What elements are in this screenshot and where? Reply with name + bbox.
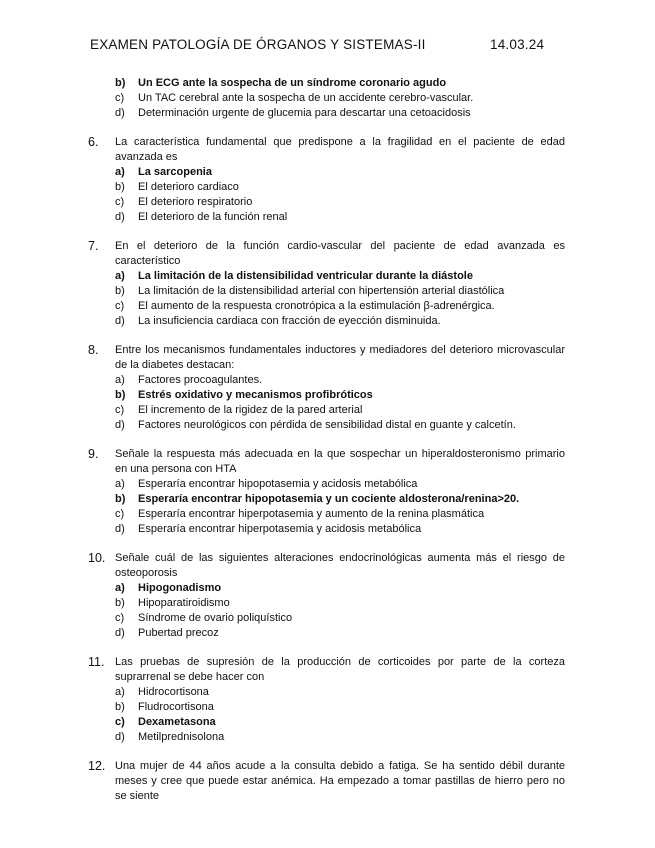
option-letter: b) [115,389,126,401]
option-text: Fludrocortisona [138,701,214,713]
option-text: Pubertad precoz [138,627,219,639]
answer-option-correct [88,269,565,284]
option-text: Hipogonadismo [138,582,222,594]
option-letter: b) [115,701,125,713]
option-text: Esperaría encontrar hipopotasemia y un cociente aldosterona/renina>20. [138,493,520,505]
option-text: El aumento de la respuesta cronotrópica a la estimulación β-adrenérgica. [138,300,495,312]
exam-title: EXAMEN PATOLOGÍA DE ÓRGANOS Y SISTEMAS-II [90,37,426,52]
answer-option [88,210,565,225]
question-text: Señale la respuesta más adecuada en la que sospechar un hiperaldosteronismo primario en una persona con HTA [115,448,565,475]
page-header [90,37,565,55]
question-text: Una mujer de 44 años acude a la consulta debido a fatiga. Se ha sentido débil durante meses y cree que puede estar anémica. Ha empezado a tomar pastillas de hierro pero no se siente [115,760,565,802]
option-letter: b) [115,493,126,505]
answer-option-correct [88,388,565,403]
question-item [88,135,565,225]
option-letter: a) [115,582,125,594]
question-item [88,551,565,641]
answer-option [88,403,565,418]
option-text: Esperaría encontrar hiperpotasemia y aumento de la renina plasmática [138,508,485,520]
option-letter: d) [115,211,125,223]
option-letter: d) [115,419,125,431]
question-stem [88,655,565,685]
option-letter: d) [115,731,125,743]
option-text: El deterioro de la función renal [138,211,288,223]
answer-option [88,596,565,611]
answer-option [88,611,565,626]
answer-option [88,299,565,314]
option-letter: d) [115,627,125,639]
answer-option-correct [88,581,565,596]
questions [88,135,565,802]
question-item [88,343,565,433]
answer-option [88,730,565,745]
option-text: Factores neurológicos con pérdida de sensibilidad distal en guante y calcetín. [138,419,516,431]
option-text: El deterioro respiratorio [138,196,253,208]
option-text: Hipoparatiroidismo [138,597,230,609]
question-number: 9. [88,447,99,461]
answer-option-correct [88,165,565,180]
answer-option [88,700,565,715]
option-letter: b) [115,597,125,609]
question-stem [88,135,565,165]
option-text: Dexametasona [138,716,216,728]
option-text: Determinación urgente de glucemia para descartar una cetoacidosis [138,107,471,119]
question-stem [88,239,565,269]
option-letter: c) [115,716,125,728]
answer-option-correct [88,492,565,507]
option-letter: c) [115,404,125,416]
question-text: Señale cuál de las siguientes alteraciones endocrinológicas aumenta más el riesgo de osteoporosis [115,552,565,579]
answer-option [88,507,565,522]
option-letter: a) [115,166,125,178]
question-item [88,447,565,537]
answer-option [88,180,565,195]
answer-option-correct [88,76,565,91]
option-text: Un ECG ante la sospecha de un síndrome coronario agudo [138,77,447,89]
question-stem [88,447,565,477]
answer-option [88,477,565,492]
option-text: Esperaría encontrar hiperpotasemia y acidosis metabólica [138,523,422,535]
option-text: Un TAC cerebral ante la sospecha de un accidente cerebro-vascular. [138,92,474,104]
option-letter: a) [115,374,125,386]
option-letter: a) [115,686,125,698]
answer-option [88,685,565,700]
question-number: 6. [88,135,99,149]
option-letter: b) [115,77,126,89]
question-number: 11. [88,655,105,669]
question-text: La característica fundamental que predispone a la fragilidad en el paciente de edad avanzada es [115,136,565,163]
option-text: Síndrome de ovario poliquístico [138,612,293,624]
answer-option [88,195,565,210]
answer-option [88,106,565,121]
question-number: 10. [88,551,106,565]
question-item [88,759,565,802]
option-letter: d) [115,523,125,535]
option-letter: c) [115,92,125,104]
question-stem [88,343,565,373]
question-list [88,76,565,803]
option-letter: a) [115,270,125,282]
option-text: La limitación de la distensibilidad arterial con hipertensión arterial diastólica [138,285,505,297]
option-letter: b) [115,181,125,193]
question-text: Entre los mecanismos fundamentales inductores y mediadores del deterioro microvascular de la diabetes destacan: [115,344,565,371]
question-text: Las pruebas de supresión de la producción de corticoides por parte de la corteza suprarrenal se debe hacer con [115,656,565,683]
answer-option [88,626,565,641]
question-item [88,239,565,329]
option-text: El deterioro cardiaco [138,181,239,193]
question-text: En el deterioro de la función cardio-vascular del paciente de edad avanzada es característico [115,240,565,267]
question-number: 8. [88,343,99,357]
answer-option [88,314,565,329]
question-item [88,655,565,745]
answer-option [88,91,565,106]
option-letter: a) [115,478,125,490]
option-letter: c) [115,300,125,312]
carried-over-options [88,76,565,121]
answer-option [88,373,565,388]
option-text: La insuficiencia cardiaca con fracción de eyección disminuida. [138,315,441,327]
option-text: La limitación de la distensibilidad ventricular durante la diástole [138,270,473,282]
option-text: Hidrocortisona [138,686,209,698]
option-text: Metilprednisolona [138,731,225,743]
option-letter: d) [115,107,125,119]
question-stem [88,551,565,581]
answer-option [88,418,565,433]
option-letter: d) [115,315,125,327]
option-text: Estrés oxidativo y mecanismos profibróticos [138,389,373,401]
option-text: La sarcopenia [138,166,212,178]
exam-date: 14.03.24 [490,37,545,52]
question-number: 7. [88,239,99,253]
option-text: Esperaría encontrar hipopotasemia y acidosis metabólica [138,478,418,490]
option-text: Factores procoagulantes. [138,374,263,386]
option-letter: c) [115,508,125,520]
answer-option-correct [88,715,565,730]
answer-option [88,522,565,537]
answer-option [88,284,565,299]
option-letter: b) [115,285,125,297]
option-letter: c) [115,612,125,624]
question-number: 12. [88,759,106,773]
question-stem [88,759,565,802]
option-text: El incremento de la rigidez de la pared arterial [138,404,363,416]
option-letter: c) [115,196,125,208]
